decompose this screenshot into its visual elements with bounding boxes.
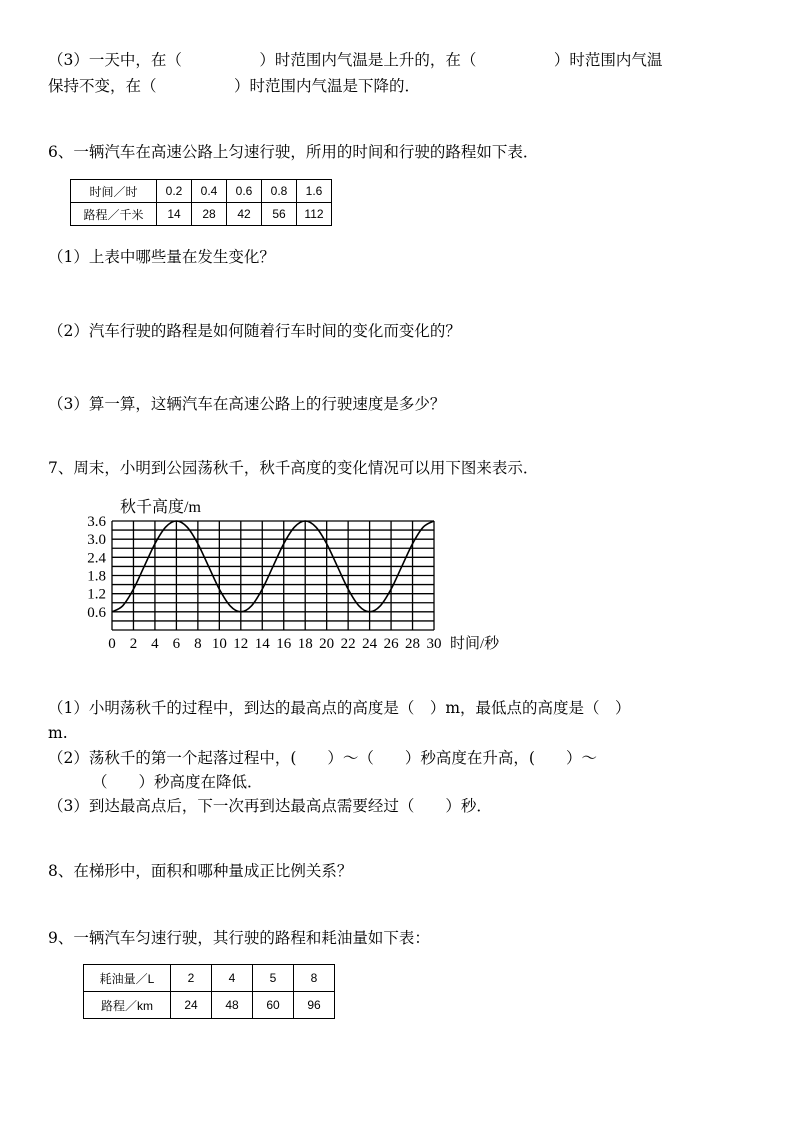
- chart-ylabel: 秋千高度/m: [120, 499, 201, 516]
- chart-y-tick-label: 1.8: [87, 568, 106, 585]
- q7-sub1b: m.: [48, 724, 68, 742]
- table-cell: 时间／时: [71, 180, 157, 203]
- swing-height-chart: [87, 490, 530, 660]
- q6-table: [70, 179, 332, 226]
- chart-x-tick-label: 30: [426, 636, 442, 652]
- chart-x-tick-label: 8: [194, 636, 202, 652]
- table-cell: 0.2: [157, 180, 192, 203]
- chart-x-tick-label: 24: [362, 636, 378, 652]
- table-cell: 8: [294, 965, 335, 992]
- chart-x-tick-label: 10: [211, 636, 227, 652]
- chart-x-tick-label: 22: [340, 636, 356, 652]
- table-cell: 0.8: [262, 180, 297, 203]
- table-cell: 96: [294, 992, 335, 1019]
- chart-x-tick-label: 28: [405, 636, 421, 652]
- chart-x-tick-label: 18: [297, 636, 313, 652]
- chart-grid: [112, 521, 434, 630]
- q7-title: 7、周末，小明到公园荡秋千，秋千高度的变化情况可以用下图来表示．: [48, 459, 539, 477]
- chart-y-tick-label: 3.0: [87, 532, 106, 549]
- table-row: [84, 965, 335, 992]
- table-row: [71, 180, 332, 203]
- table-cell: 24: [171, 992, 212, 1019]
- table-cell: 0.4: [192, 180, 227, 203]
- table-cell: 56: [262, 203, 297, 226]
- chart-x-tick-label: 20: [319, 636, 335, 652]
- q9-table: [83, 964, 335, 1019]
- q8-title: 8、在梯形中，面积和哪种量成正比例关系？: [48, 862, 353, 880]
- table-cell: 耗油量／L: [84, 965, 171, 992]
- chart-x-tick-label: 4: [151, 636, 159, 652]
- table-cell: 5: [253, 965, 294, 992]
- table-cell: 14: [157, 203, 192, 226]
- table-cell: 28: [192, 203, 227, 226]
- q6-sub1: （1）上表中哪些量在发生变化？: [48, 248, 275, 266]
- table-row: [71, 203, 332, 226]
- table-cell: 60: [253, 992, 294, 1019]
- q5-part3-line2: 保持不变，在（ ）时范围内气温是下降的．: [48, 77, 421, 95]
- q9-title: 9、一辆汽车匀速行驶，其行驶的路程和耗油量如下表：: [48, 929, 430, 947]
- q7-sub3: （3）到达最高点后，下一次再到达最高点需要经过（ ）秒．: [48, 797, 492, 815]
- q6-sub3: （3）算一算，这辆汽车在高速公路上的行驶速度是多少？: [48, 395, 446, 413]
- table-cell: 112: [297, 203, 332, 226]
- table-cell: 2: [171, 965, 212, 992]
- table-cell: 1.6: [297, 180, 332, 203]
- chart-y-tick-label: 2.4: [87, 550, 106, 567]
- chart-y-ticks: [87, 514, 106, 621]
- chart-xlabel: 时间/秒: [450, 636, 500, 652]
- chart-x-tick-label: 12: [233, 636, 249, 652]
- chart-x-ticks: [108, 636, 441, 652]
- q5-part3-line1: （3）一天中，在（ ）时范围内气温是上升的，在（ ）时范围内气温: [48, 51, 663, 69]
- table-cell: 路程／km: [84, 992, 171, 1019]
- q7-sub2b: （ ）秒高度在降低．: [92, 773, 263, 791]
- chart-y-tick-label: 1.2: [87, 586, 106, 603]
- chart-x-tick-label: 26: [383, 636, 399, 652]
- table-row: [84, 992, 335, 1019]
- chart-x-tick-label: 0: [108, 636, 116, 652]
- chart-x-tick-label: 14: [254, 636, 270, 652]
- table-cell: 4: [212, 965, 253, 992]
- q7-sub1a: （1）小明荡秋千的过程中，到达的最高点的高度是（ ）m，最低点的高度是（ ）: [48, 699, 631, 717]
- table-cell: 0.6: [227, 180, 262, 203]
- chart-x-tick-label: 6: [172, 636, 181, 652]
- q6-title: 6、一辆汽车在高速公路上匀速行驶，所用的时间和行驶的路程如下表．: [48, 143, 539, 161]
- chart-x-tick-label: 2: [129, 636, 138, 652]
- table-cell: 路程／千米: [71, 203, 157, 226]
- q7-sub2a: （2）荡秋千的第一个起落过程中，( ）～（ ）秒高度在升高，( ）～: [48, 749, 597, 767]
- table-cell: 48: [212, 992, 253, 1019]
- chart-y-tick-label: 3.6: [87, 514, 106, 530]
- chart-x-tick-label: 16: [276, 636, 292, 652]
- table-cell: 42: [227, 203, 262, 226]
- q6-sub2: （2）汽车行驶的路程是如何随着行车时间的变化而变化的？: [48, 322, 461, 340]
- chart-y-tick-label: 0.6: [87, 604, 106, 621]
